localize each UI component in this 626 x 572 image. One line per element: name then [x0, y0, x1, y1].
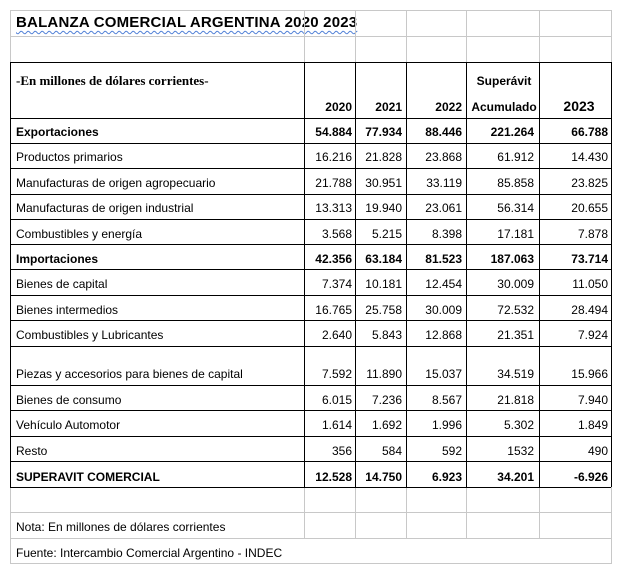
- grid-line: [466, 62, 467, 487]
- row-label: Productos primarios: [16, 150, 123, 164]
- cell-2021: 10.181: [365, 277, 402, 291]
- grid-line: [406, 10, 407, 62]
- cell-2020: 2.640: [321, 328, 352, 342]
- row-label: Bienes de consumo: [16, 393, 122, 407]
- row-label: SUPERAVIT COMERCIAL: [16, 470, 160, 484]
- cell-2022: 8.398: [431, 227, 462, 241]
- source-text: Fuente: Intercambio Comercial Argentino - INDEC: [16, 546, 283, 560]
- grid-line: [611, 62, 612, 487]
- cell-2022: 12.454: [425, 277, 462, 291]
- row-label: Combustibles y energía: [16, 227, 143, 241]
- cell-2021: 19.940: [365, 201, 402, 215]
- grid-line: [10, 563, 612, 564]
- grid-line: [10, 410, 611, 411]
- grid-line: [10, 143, 611, 144]
- cell-2023: 23.825: [571, 176, 608, 190]
- grid-line: [10, 244, 611, 245]
- cell-2023: 15.966: [571, 367, 608, 381]
- cell-2022: 12.868: [425, 328, 462, 342]
- grid-line: [10, 346, 611, 347]
- cell-acumulado: 1532: [507, 444, 534, 458]
- grid-line: [10, 436, 611, 437]
- cell-acumulado: 56.314: [497, 201, 534, 215]
- grid-line: [539, 62, 540, 487]
- header-2020: 2020: [325, 100, 352, 114]
- cell-2023: 14.430: [571, 150, 608, 164]
- cell-2022: 88.446: [425, 125, 462, 139]
- cell-2020: 6.015: [321, 393, 352, 407]
- cell-2023: 66.788: [571, 125, 608, 139]
- grid-line: [10, 538, 612, 539]
- cell-2023: 1.849: [577, 418, 608, 432]
- grid-line: [10, 320, 611, 321]
- grid-line: [539, 10, 540, 62]
- cell-2020: 21.788: [315, 176, 352, 190]
- row-label: Combustibles y Lubricantes: [16, 328, 164, 342]
- cell-2020: 12.528: [315, 470, 352, 484]
- cell-2023: 7.940: [577, 393, 608, 407]
- table-title: BALANZA COMERCIAL ARGENTINA 2020 2023: [16, 14, 358, 31]
- cell-2022: 30.009: [425, 303, 462, 317]
- grid-line: [304, 10, 305, 62]
- cell-2021: 11.890: [366, 367, 402, 381]
- grid-line: [10, 168, 611, 169]
- cell-2020: 1.614: [321, 418, 352, 432]
- cell-acumulado: 34.519: [497, 367, 534, 381]
- grid-line: [355, 10, 356, 62]
- cell-acumulado: 30.009: [497, 277, 534, 291]
- grid-line: [10, 62, 611, 63]
- cell-2021: 5.215: [371, 227, 402, 241]
- grid-line: [10, 219, 611, 220]
- cell-2021: 25.758: [365, 303, 402, 317]
- row-label: Importaciones: [16, 252, 99, 266]
- row-label: Piezas y accesorios para bienes de capital: [16, 367, 243, 381]
- header-2023: 2023: [563, 98, 595, 114]
- cell-2021: 7.236: [371, 393, 402, 407]
- cell-2023: 11.050: [572, 277, 608, 291]
- grid-line: [10, 62, 11, 487]
- cell-2020: 42.356: [315, 252, 352, 266]
- cell-2022: 33.119: [426, 176, 462, 190]
- cell-acumulado: 187.063: [490, 252, 534, 266]
- grid-line: [10, 295, 611, 296]
- cell-2020: 13.313: [315, 201, 352, 215]
- cell-2021: 5.843: [371, 328, 402, 342]
- cell-2022: 81.523: [425, 252, 462, 266]
- cell-2023: 73.714: [571, 252, 608, 266]
- grid-line: [10, 194, 611, 195]
- cell-2022: 592: [441, 444, 462, 458]
- cell-2021: 1.692: [371, 418, 402, 432]
- grid-line: [10, 461, 611, 462]
- superavit-header-line1: Superávit: [476, 74, 532, 88]
- cell-acumulado: 72.532: [497, 303, 534, 317]
- grid-line: [406, 62, 407, 487]
- row-label: Manufacturas de origen industrial: [16, 201, 194, 215]
- cell-acumulado: 21.818: [497, 393, 534, 407]
- row-label: Resto: [16, 444, 48, 458]
- cell-2022: 23.868: [425, 150, 462, 164]
- cell-2020: 54.884: [315, 125, 352, 139]
- cell-2022: 23.061: [425, 201, 462, 215]
- cell-2020: 356: [331, 444, 352, 458]
- cell-2021: 77.934: [365, 125, 402, 139]
- grid-line: [10, 10, 612, 11]
- grid-line: [10, 487, 611, 488]
- grid-line: [10, 269, 611, 270]
- grid-line: [355, 62, 356, 487]
- cell-acumulado: 61.912: [497, 150, 534, 164]
- row-label: Vehículo Automotor: [16, 418, 121, 432]
- grid-line: [304, 62, 305, 487]
- row-label: Manufacturas de origen agropecuario: [16, 176, 216, 190]
- cell-2023: 20.655: [571, 201, 608, 215]
- cell-2021: 30.951: [365, 176, 402, 190]
- cell-2021: 584: [381, 444, 402, 458]
- cell-acumulado: 17.181: [497, 227, 534, 241]
- cell-2023: 490: [587, 444, 608, 458]
- cell-2022: 1.996: [431, 418, 462, 432]
- cell-2020: 16.216: [315, 150, 352, 164]
- cell-acumulado: 21.351: [497, 328, 534, 342]
- unit-label: -En millones de dólares corrientes-: [16, 73, 209, 88]
- cell-acumulado: 34.201: [497, 470, 534, 484]
- cell-2021: 21.828: [365, 150, 402, 164]
- superavit-header-line2: Acumulado: [471, 100, 537, 114]
- cell-2020: 7.592: [321, 367, 352, 381]
- cell-2023: 7.878: [577, 227, 608, 241]
- cell-2023: 28.494: [571, 303, 608, 317]
- cell-2020: 7.374: [321, 277, 352, 291]
- grid-line: [10, 512, 612, 513]
- cell-2023: -6.926: [573, 470, 608, 484]
- grid-line: [10, 385, 611, 386]
- cell-acumulado: 85.858: [497, 176, 534, 190]
- cell-acumulado: 221.264: [490, 125, 534, 139]
- row-label: Bienes intermedios: [16, 303, 119, 317]
- cell-2021: 63.184: [365, 252, 402, 266]
- cell-2023: 7.924: [577, 328, 608, 342]
- cell-acumulado: 5.302: [503, 418, 534, 432]
- header-2021: 2021: [375, 100, 402, 114]
- cell-2022: 8.567: [431, 393, 462, 407]
- row-label: Exportaciones: [16, 125, 99, 139]
- cell-2020: 3.568: [321, 227, 352, 241]
- cell-2021: 14.750: [365, 470, 402, 484]
- row-label: Bienes de capital: [16, 277, 108, 291]
- grid-line: [10, 118, 611, 119]
- cell-2020: 16.765: [315, 303, 352, 317]
- grid-line: [466, 10, 467, 62]
- header-2022: 2022: [435, 100, 462, 114]
- cell-2022: 6.923: [431, 470, 462, 484]
- note-text: Nota: En millones de dólares corrientes: [16, 520, 226, 534]
- grid-line: [10, 36, 612, 37]
- cell-2022: 15.037: [425, 367, 462, 381]
